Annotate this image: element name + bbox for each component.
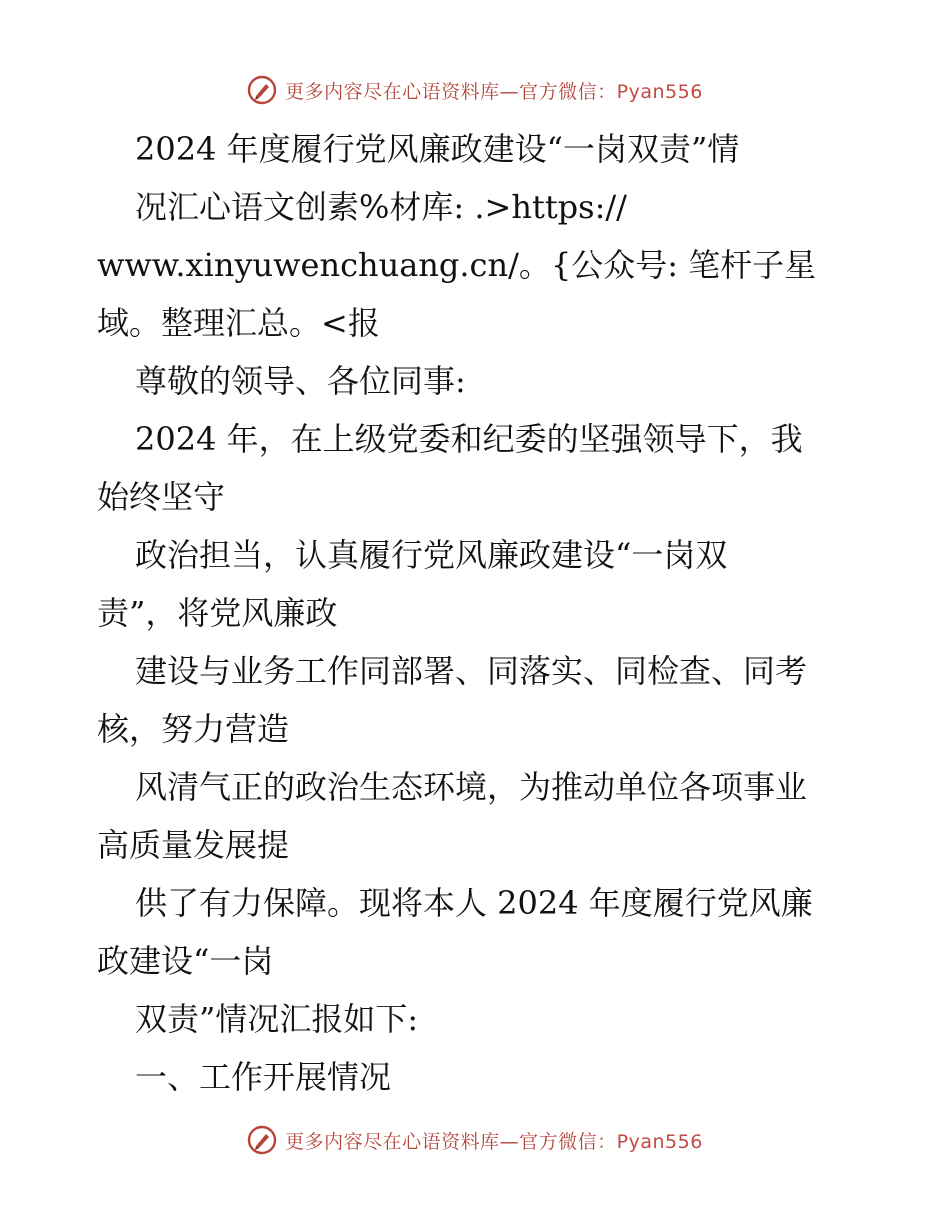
banner-prefix: 更多内容尽在心语资料库—官方微信： — [285, 1130, 617, 1153]
header-watermark-banner — [0, 70, 950, 110]
document-line: 2024 年度履行党风廉政建设“一岗双责”情 — [135, 130, 740, 168]
document-line: 建设与业务工作同部署、同落实、同检查、同考 — [135, 652, 808, 690]
document-line: www.xinyuwenchuang.cn/。{公众号: 笔杆子星 — [97, 246, 817, 284]
pen-logo-icon — [247, 1125, 277, 1155]
document-line: 域。整理汇总。<报 — [97, 304, 380, 342]
document-line: 一、工作开展情况 — [135, 1058, 392, 1096]
document-body — [97, 120, 857, 1106]
document-line: 双责”情况汇报如下: — [135, 1000, 419, 1038]
banner-handle: Pyan556 — [616, 1130, 703, 1153]
footer-watermark-banner — [0, 1120, 950, 1160]
document-line: 核，努力营造 — [97, 710, 290, 748]
document-line: 高质量发展提 — [97, 826, 290, 864]
banner-handle: Pyan556 — [616, 80, 703, 103]
document-line: 况汇心语文创素%材库: .>https:// — [135, 188, 627, 226]
document-line: 风清气正的政治生态环境，为推动单位各项事业 — [135, 768, 808, 806]
document-line: 供了有力保障。现将本人 2024 年度履行党风廉 — [135, 884, 813, 922]
document-line: 责”，将党风廉政 — [97, 594, 338, 632]
banner-prefix: 更多内容尽在心语资料库—官方微信： — [285, 80, 617, 103]
banner-text — [285, 77, 703, 104]
document-line: 2024 年，在上级党委和纪委的坚强领导下，我 — [135, 420, 803, 458]
document-line: 政建设“一岗 — [97, 942, 274, 980]
document-line: 始终坚守 — [97, 478, 226, 516]
document-line: 尊敬的领导、各位同事: — [135, 362, 466, 400]
document-line: 政治担当，认真履行党风廉政建设“一岗双 — [135, 536, 728, 574]
banner-text — [285, 1127, 703, 1154]
pen-logo-icon — [247, 75, 277, 105]
